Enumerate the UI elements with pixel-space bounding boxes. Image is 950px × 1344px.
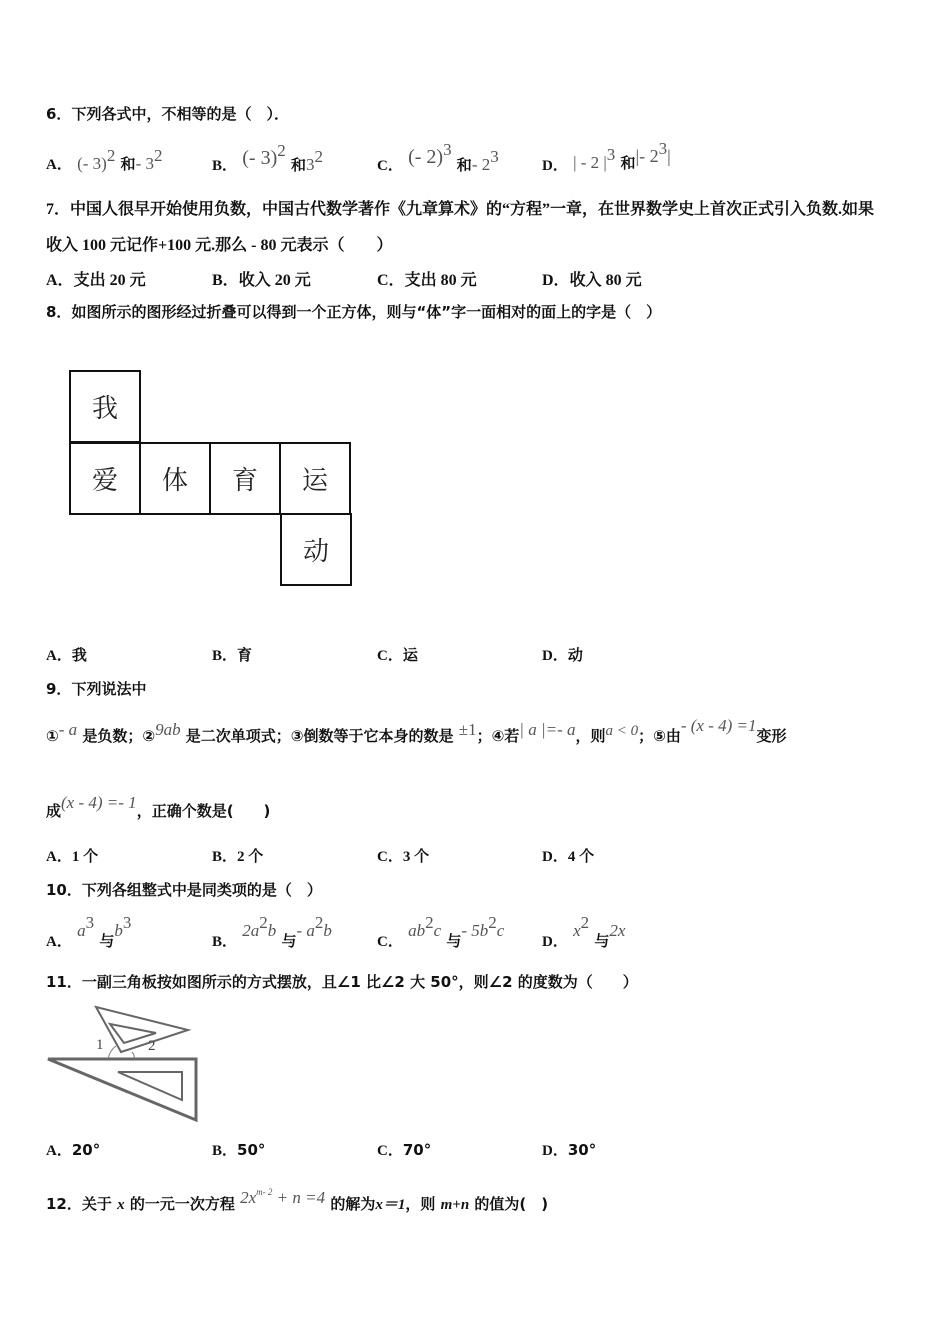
- math-expr: b: [323, 921, 332, 940]
- option-letter: C．: [377, 158, 403, 174]
- question-text: 关于: [81, 1195, 112, 1213]
- net-cell-yun: 运: [279, 442, 351, 515]
- question-text: 的一元一次方程: [129, 1195, 235, 1213]
- option-text: 4 个: [567, 849, 595, 865]
- q10-option-d: [542, 913, 626, 950]
- conjunction: 和: [290, 156, 306, 174]
- q6-option-c: [377, 140, 499, 174]
- math-expr: 3: [305, 155, 315, 174]
- conjunction: 和: [456, 156, 472, 174]
- set-squares-diagram: [46, 1000, 198, 1122]
- question-number: 11．: [46, 973, 82, 991]
- net-cell-dong: 动: [280, 513, 352, 586]
- math-expr: c: [496, 921, 505, 940]
- triangle-rulers-figure: [46, 1000, 198, 1122]
- question-8-stem: [46, 301, 661, 322]
- q10-option-a: [46, 913, 132, 950]
- math-expr: a: [77, 921, 86, 940]
- question-text: 的解为: [330, 1195, 376, 1213]
- q7-option-b: [212, 267, 311, 290]
- q11-option-c: [377, 1139, 431, 1160]
- option-letter: A．: [46, 648, 72, 664]
- exponent: 2: [106, 146, 116, 165]
- math-expr: | a |=- a: [519, 720, 576, 739]
- question-10-stem: [46, 879, 322, 900]
- option-letter: D．: [542, 158, 568, 174]
- net-cell-ai: 爱: [69, 442, 141, 515]
- math-expr: m+n: [440, 1197, 470, 1213]
- option-text: 30°: [567, 1141, 597, 1159]
- exponent: 2: [277, 141, 286, 160]
- statement-text: 是二次单项式；③倒数等于它本身的数是: [185, 727, 454, 745]
- q8-option-d: [542, 644, 583, 665]
- option-letter: D．: [542, 849, 568, 865]
- question-number: 6．: [46, 105, 72, 123]
- option-letter: B．: [212, 934, 238, 950]
- exponent: 2: [153, 146, 163, 165]
- option-text: 50°: [237, 1141, 266, 1159]
- exponent: 2: [488, 913, 497, 932]
- option-letter: C．: [377, 1143, 403, 1159]
- variable: x: [117, 1197, 125, 1213]
- net-cell-ti: 体: [139, 442, 211, 515]
- question-9-stem: [46, 678, 146, 699]
- net-cell-wo: 我: [69, 370, 141, 443]
- q11-option-a: [46, 1139, 100, 1160]
- question-7-stem-line1: [46, 196, 874, 219]
- q9-option-c: [377, 845, 429, 866]
- option-text: 支出 20 元: [73, 272, 146, 289]
- exponent: 3: [85, 913, 95, 932]
- math-expr: 2x: [609, 921, 626, 940]
- question-text: 的值为( ): [474, 1195, 549, 1213]
- math-expr: (- 3): [242, 147, 278, 169]
- q7-option-d: [542, 267, 642, 290]
- q9-option-d: [542, 845, 594, 866]
- option-letter: B．: [212, 272, 239, 289]
- conjunction: 与: [594, 932, 610, 950]
- option-letter: B．: [212, 1143, 238, 1159]
- statement-text: 是负数；②: [82, 727, 156, 745]
- option-text: 支出 80 元: [404, 272, 477, 289]
- question-7-stem-line2: 收入 100 元记作+100 元.那么 - 80 元表示（ ）: [46, 237, 393, 254]
- exponent: 2: [314, 147, 323, 166]
- option-letter: D．: [542, 648, 568, 664]
- math-expr: c: [433, 921, 442, 940]
- option-letter: B．: [212, 648, 238, 664]
- question-text: 中国人很早开始使用负数，中国古代数学著作《九章算术》的“方程”一章，在世界数学史上首次正式引入负数.如果: [70, 201, 875, 218]
- option-letter: D．: [542, 272, 570, 289]
- q8-option-b: [212, 644, 252, 665]
- exponent: 2: [580, 913, 590, 932]
- q6-option-a: [46, 146, 162, 174]
- question-text: 下列说法中: [71, 680, 147, 698]
- math-expr: |: [667, 146, 671, 166]
- option-letter: C．: [377, 272, 405, 289]
- question-9-statements-line1: [46, 710, 787, 751]
- exponent: 2: [425, 913, 434, 932]
- q7-option-c: [377, 267, 477, 290]
- option-letter: A．: [46, 1143, 72, 1159]
- question-text: 下列各式中，不相等的是（ ）．: [71, 105, 289, 123]
- option-text: 我: [71, 646, 87, 664]
- conjunction: 和: [620, 154, 636, 172]
- q7-option-a: [46, 267, 146, 290]
- option-letter: A．: [46, 849, 72, 865]
- option-text: 收入 80 元: [569, 272, 642, 289]
- question-number: 8．: [46, 303, 72, 321]
- option-text: 收入 20 元: [238, 272, 311, 289]
- option-text: 育: [237, 646, 253, 664]
- statement-text: ；④若: [476, 727, 520, 745]
- math-expr: b: [114, 921, 123, 940]
- math-expr: - a: [296, 921, 315, 940]
- question-6-stem: [46, 103, 289, 124]
- conjunction: 与: [446, 932, 462, 950]
- q11-option-d: [542, 1139, 596, 1160]
- math-expr: (- 3): [77, 154, 107, 173]
- option-text: 1 个: [71, 849, 99, 865]
- q9-option-a: [46, 845, 98, 866]
- math-expr: ab: [408, 921, 426, 940]
- option-text: 70°: [402, 1141, 432, 1159]
- q6-option-b: [212, 141, 323, 174]
- q10-option-b: [212, 913, 332, 950]
- statement-text: ；⑤由: [638, 727, 681, 745]
- math-expr: - (x - 4) =1: [680, 716, 757, 735]
- conjunction: 和: [120, 155, 136, 173]
- option-letter: C．: [377, 648, 403, 664]
- option-letter: D．: [542, 934, 568, 950]
- option-letter: C．: [377, 849, 403, 865]
- question-text: 如图所示的图形经过折叠可以得到一个正方体，则与“体”字一面相对的面上的字是（ ）: [71, 303, 662, 321]
- option-text: 运: [402, 646, 418, 664]
- math-expr: |- 2: [635, 146, 659, 166]
- statement-text: ，正确个数是( ): [136, 802, 271, 820]
- exponent: 2: [259, 913, 268, 932]
- math-expr: - 2: [471, 155, 491, 174]
- math-expr: x＝1: [375, 1197, 406, 1213]
- exponent: m- 2: [256, 1187, 273, 1197]
- option-letter: A．: [46, 157, 72, 173]
- exponent: 3: [606, 145, 616, 164]
- statement-text: ，则: [575, 727, 606, 745]
- math-expr: 2x: [240, 1188, 257, 1207]
- q8-option-c: [377, 644, 418, 665]
- math-expr: - 5b: [461, 921, 489, 940]
- option-text: 3 个: [402, 849, 430, 865]
- option-text: 20°: [71, 1141, 101, 1159]
- option-letter: A．: [46, 934, 72, 950]
- option-letter: D．: [542, 1143, 568, 1159]
- conjunction: 与: [281, 932, 297, 950]
- q11-option-b: [212, 1139, 265, 1160]
- math-expr: ±1: [458, 720, 477, 739]
- math-expr: x: [573, 921, 581, 940]
- option-letter: C．: [377, 934, 403, 950]
- statement-text: 成: [46, 802, 62, 820]
- exponent: 3: [122, 913, 132, 932]
- option-letter: B．: [212, 158, 238, 174]
- exponent: 3: [490, 147, 499, 166]
- question-9-statements-line2: [46, 783, 270, 823]
- question-text: 一副三角板按如图所示的方式摆放，且∠1 比∠2 大 50°，则∠2 的度数为（ ）: [81, 973, 638, 991]
- net-cell-yu: 育: [209, 442, 281, 515]
- question-11-stem: [46, 971, 638, 992]
- q10-option-c: [377, 913, 505, 950]
- exponent: 2: [314, 913, 324, 932]
- question-12-stem: [46, 1172, 548, 1219]
- statement-text: 变形: [756, 727, 787, 745]
- angle-1-label: 1: [96, 1037, 104, 1053]
- question-number: 9．: [46, 680, 72, 698]
- conjunction: 与: [99, 932, 115, 950]
- question-number: 10．: [46, 881, 82, 899]
- question-number: 7．: [46, 201, 71, 218]
- math-expr: b: [267, 921, 277, 940]
- option-letter: A．: [46, 272, 74, 289]
- angle-2-label: 2: [148, 1038, 156, 1054]
- question-text: ，则: [405, 1195, 436, 1213]
- option-letter: B．: [212, 849, 238, 865]
- math-expr: - 3: [135, 154, 154, 173]
- question-number: 12．: [46, 1195, 82, 1213]
- option-text: 2 个: [237, 849, 264, 865]
- math-expr: - a: [58, 720, 78, 739]
- statement-marker: ①: [46, 727, 59, 745]
- math-expr: (x - 4) =- 1: [61, 793, 137, 812]
- math-expr: 9ab: [155, 720, 181, 739]
- q9-option-b: [212, 845, 263, 866]
- question-text: 下列各组整式中是同类项的是（ ）: [81, 881, 322, 899]
- math-expr: a < 0: [605, 723, 639, 739]
- math-expr: + n =4: [272, 1188, 326, 1207]
- math-expr: (- 2): [408, 146, 444, 168]
- exponent: 3: [658, 139, 668, 158]
- q8-option-a: [46, 644, 87, 665]
- math-expr: 2a: [242, 921, 260, 940]
- math-expr: | - 2 |: [573, 153, 607, 172]
- option-text: 动: [567, 646, 583, 664]
- exponent: 3: [443, 140, 452, 159]
- q6-option-d: [542, 139, 671, 174]
